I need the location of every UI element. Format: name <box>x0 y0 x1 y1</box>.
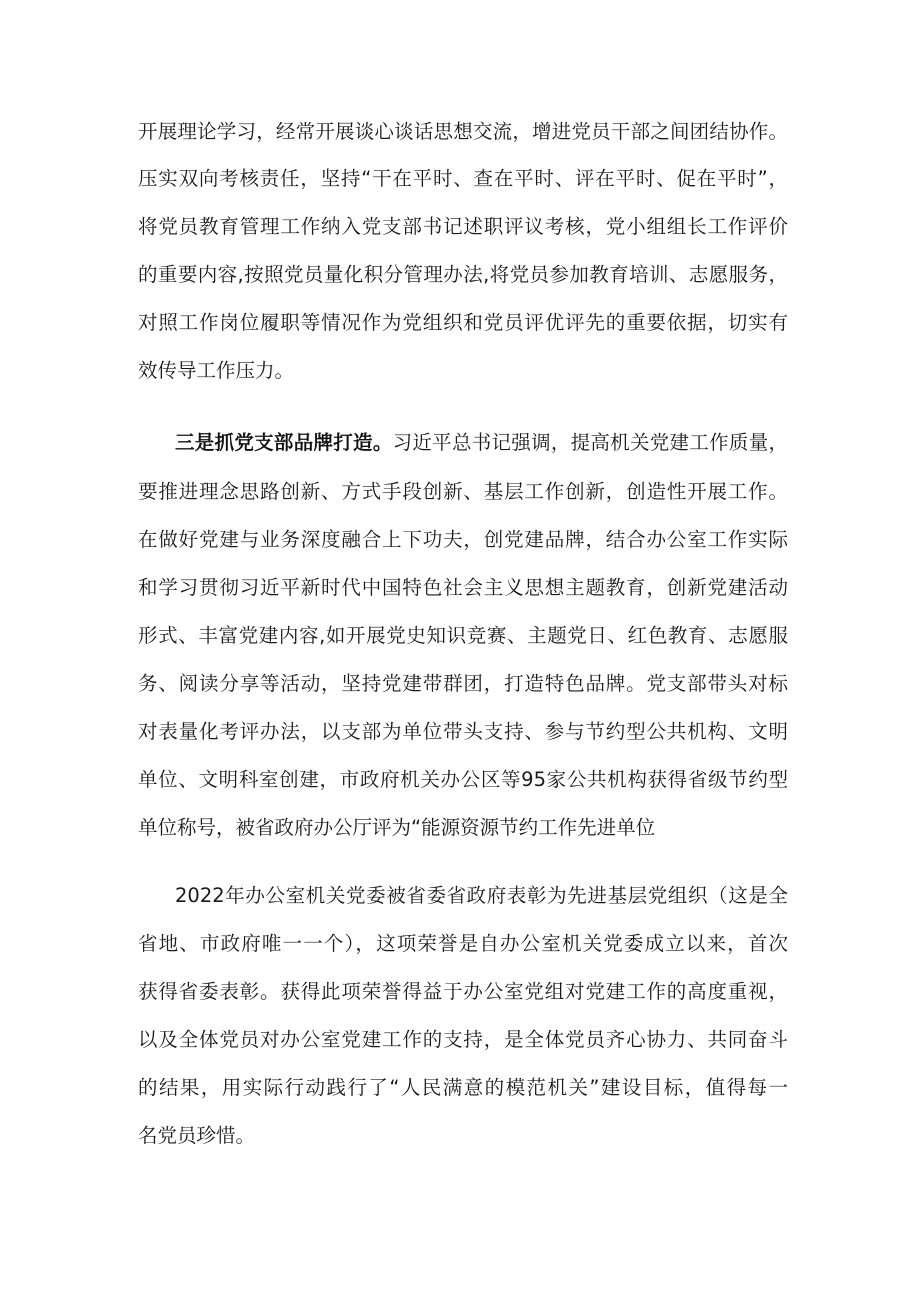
section-heading: 三是抓党支部品牌打造。 <box>175 431 393 454</box>
text-line: 获得省委表彰。获得此项荣誉得益于办公室党组对党建工作的高度重视， <box>138 980 788 1003</box>
text-line: 的结果，用实际行动践行了“人民满意的模范机关”建设目标，值得每一 <box>138 1076 788 1099</box>
text-line: 对表量化考评办法，以支部为单位带头支持、参与节约型公共机构、文明 <box>138 720 788 743</box>
text-line: 形式、丰富党建内容,如开展党史知识竞赛、主题党日、红色教育、志愿服 <box>138 624 788 647</box>
text-line: 将党员教育管理工作纳入党支部书记述职评议考核，党小组组长工作评价 <box>138 215 788 238</box>
text-line: 单位称号，被省政府办公厅评为“能源资源节约工作先进单位 <box>138 816 656 839</box>
text-line: 开展理论学习，经常开展谈心谈话思想交流，增进党员干部之间团结协作。 <box>138 120 788 143</box>
text-line: 对照工作岗位履职等情况作为党组织和党员评优评先的重要依据，切实有 <box>138 311 788 334</box>
text-line: 和学习贯彻习近平新时代中国特色社会主义思想主题教育，创新党建活动 <box>138 576 788 599</box>
text-run: 习近平总书记强调，提高机关党建工作质量， <box>392 431 788 454</box>
text-line: 2022年办公室机关党委被省委省政府表彰为先进基层党组织（这是全 <box>175 884 788 907</box>
text-line: 效传导工作压力。 <box>138 359 295 382</box>
text-line: 在做好党建与业务深度融合上下功夫，创党建品牌，结合办公室工作实际 <box>138 528 788 551</box>
text-line: 压实双向考核责任，坚持“干在平时、查在平时、评在平时、促在平时”， <box>138 167 788 190</box>
text-line: 省地、市政府唯一一个），这项荣誉是自办公室机关党委成立以来，首次 <box>138 932 788 955</box>
text-line: 以及全体党员对办公室党建工作的支持，是全体党员齐心协力、共同奋斗 <box>138 1028 788 1051</box>
text-line: 单位、文明科室创建，市政府机关办公区等95家公共机构获得省级节约型 <box>138 768 788 791</box>
text-line: 的重要内容,按照党员量化积分管理办法,将党员参加教育培训、志愿服务， <box>138 263 788 286</box>
text-line: 要推进理念思路创新、方式手段创新、基层工作创新，创造性开展工作。 <box>138 480 788 503</box>
text-line: 名党员珍惜。 <box>138 1124 256 1147</box>
text-line <box>175 431 788 455</box>
text-line: 务、阅读分享等活动，坚持党建带群团，打造特色品牌。党支部带头对标 <box>138 672 788 695</box>
